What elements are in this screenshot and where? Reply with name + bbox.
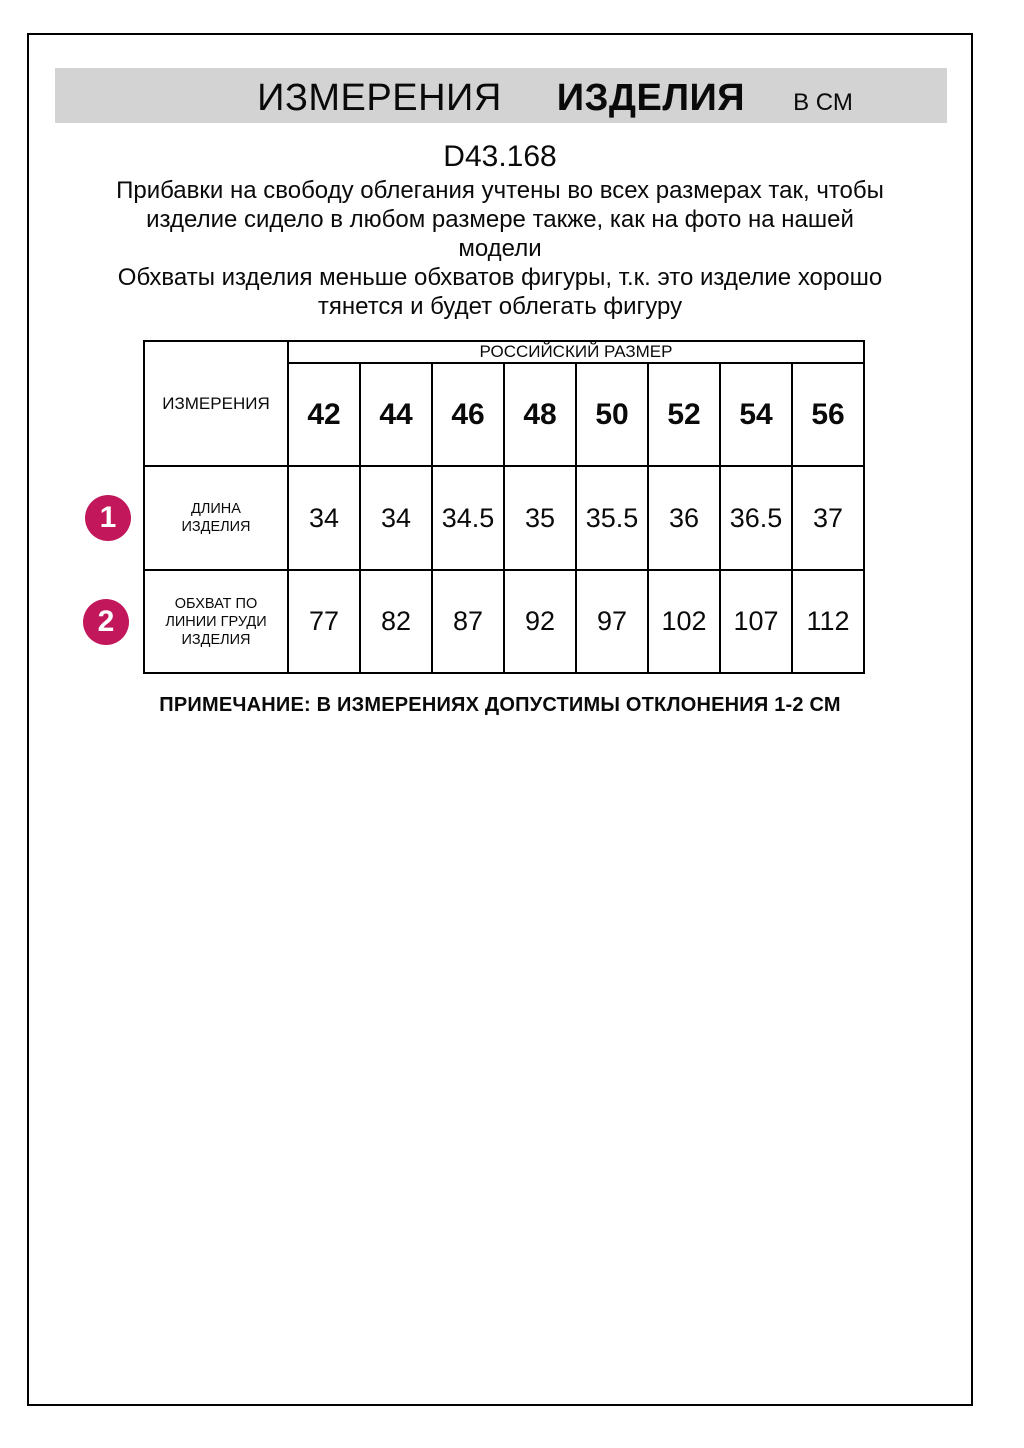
fit-note-line-3: модели [458, 235, 542, 262]
size-header-44: 44 [360, 363, 432, 466]
length-value-44: 34 [360, 466, 432, 570]
stretch-note-paragraph [27, 263, 973, 321]
size-header-54: 54 [720, 363, 792, 466]
product-code: D43.168 [443, 140, 557, 173]
size-table [143, 340, 865, 674]
row-marker-1-badge: 1 [85, 495, 131, 541]
chest-value-48: 92 [504, 570, 576, 673]
size-header-48: 48 [504, 363, 576, 466]
length-value-56: 37 [792, 466, 864, 570]
length-value-52: 36 [648, 466, 720, 570]
size-header-52: 52 [648, 363, 720, 466]
banner-title-product: ИЗДЕЛИЯ [556, 77, 746, 119]
tolerance-note: ПРИМЕЧАНИЕ: В ИЗМЕРЕНИЯХ ДОПУСТИМЫ ОТКЛОНЕНИЯ 1-2 СМ [159, 694, 841, 716]
table-row-chest [144, 570, 864, 673]
chest-value-56: 112 [792, 570, 864, 673]
russian-size-header: РОССИЙСКИЙ РАЗМЕР [288, 341, 864, 363]
fit-note-line-2: изделие сидело в любом размере также, как на фото на нашей [146, 206, 854, 233]
table-corner-header: ИЗМЕРЕНИЯ [144, 341, 288, 466]
row-label-chest: ОБХВАТ ПО ЛИНИИ ГРУДИ ИЗДЕЛИЯ [144, 570, 288, 673]
fit-note-paragraph [27, 176, 973, 263]
length-value-50: 35.5 [576, 466, 648, 570]
length-value-48: 35 [504, 466, 576, 570]
chest-value-46: 87 [432, 570, 504, 673]
size-header-46: 46 [432, 363, 504, 466]
stretch-note-line-2: тянется и будет облегать фигуру [317, 293, 683, 320]
chest-value-50: 97 [576, 570, 648, 673]
stretch-note-line-1: Обхваты изделия меньше обхватов фигуры, т.к. это изделие хорошо [117, 264, 883, 291]
banner-title-measurements: ИЗМЕРЕНИЯ [257, 77, 502, 119]
chest-value-54: 107 [720, 570, 792, 673]
header-banner-text [257, 77, 853, 120]
chest-value-52: 102 [648, 570, 720, 673]
length-value-42: 34 [288, 466, 360, 570]
table-row-length [144, 466, 864, 570]
length-value-54: 36.5 [720, 466, 792, 570]
size-header-42: 42 [288, 363, 360, 466]
chest-value-42: 77 [288, 570, 360, 673]
row-label-length: ДЛИНА ИЗДЕЛИЯ [144, 466, 288, 570]
header-banner [55, 68, 947, 123]
length-value-46: 34.5 [432, 466, 504, 570]
size-header-56: 56 [792, 363, 864, 466]
fit-note-line-1: Прибавки на свободу облегания учтены во всех размерах так, чтобы [116, 177, 884, 204]
row-marker-2-badge: 2 [83, 599, 129, 645]
chest-value-44: 82 [360, 570, 432, 673]
banner-unit-label: В СМ [793, 89, 853, 116]
size-header-50: 50 [576, 363, 648, 466]
table-group-header-row [144, 341, 864, 363]
